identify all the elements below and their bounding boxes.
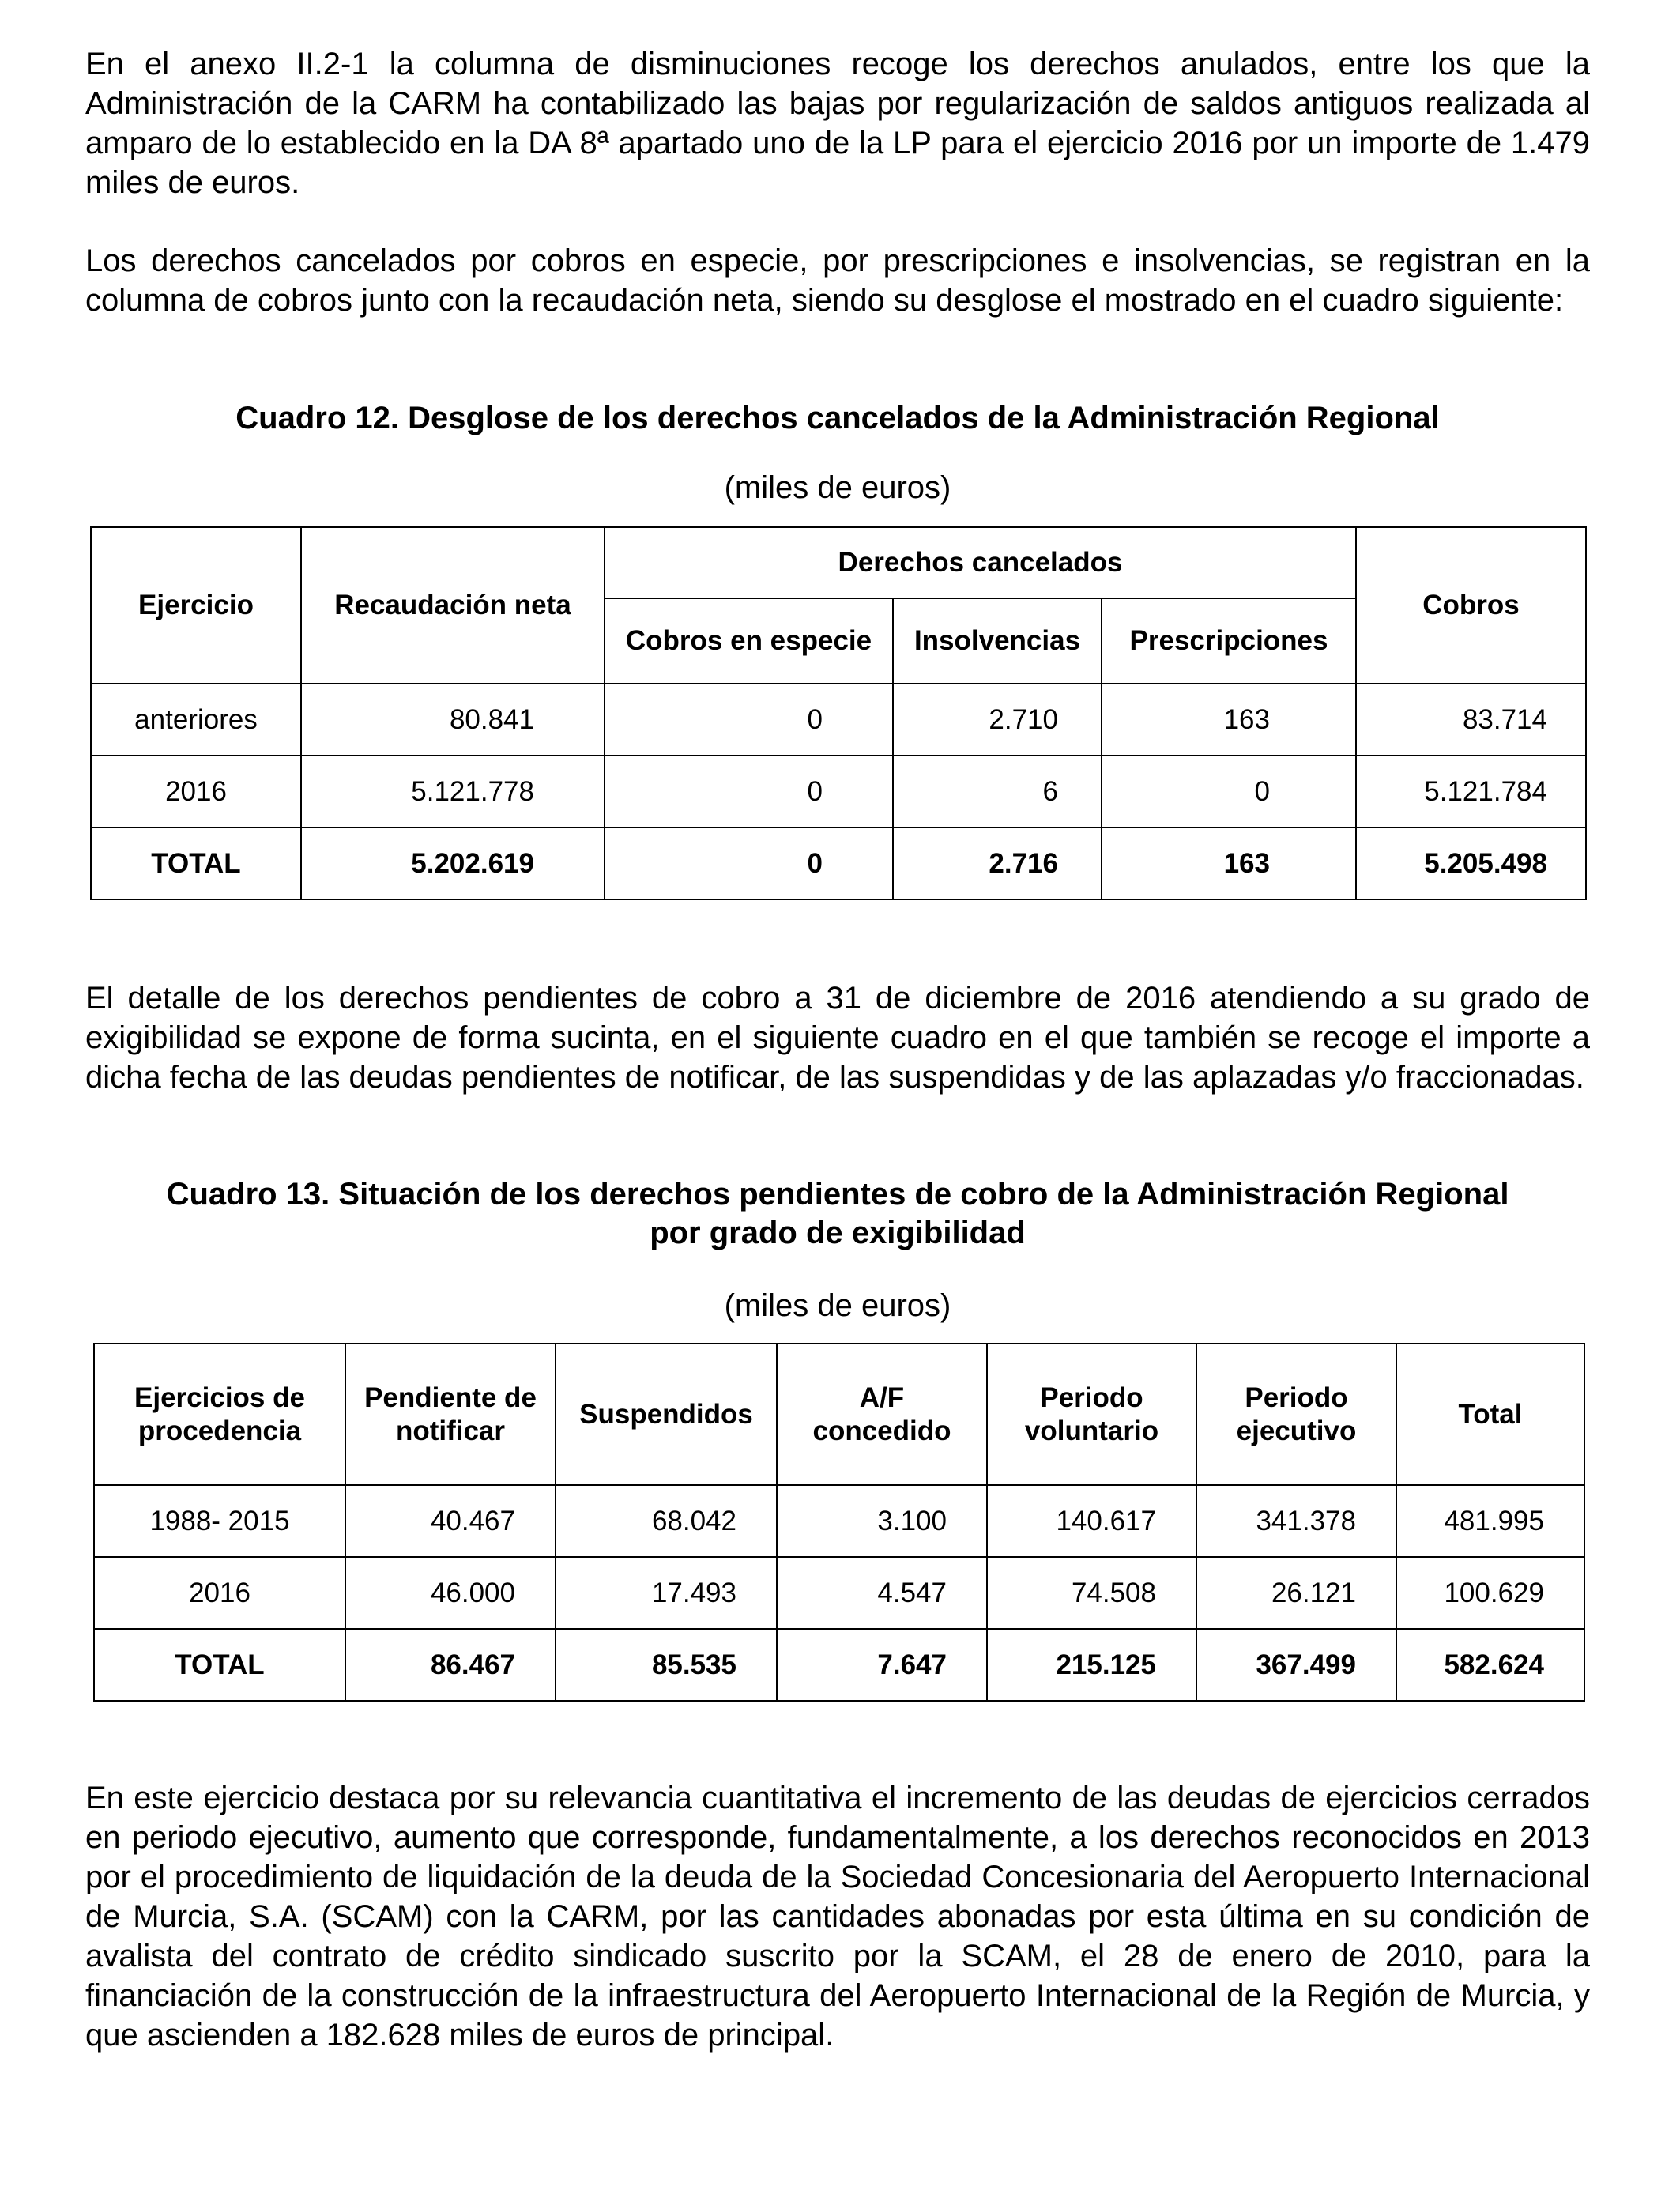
header-text: A/F [859, 1382, 905, 1413]
table13-cell: 582.624 [1396, 1629, 1584, 1701]
paragraph-incremento: En este ejercicio destaca por su relevancia cuantitativa el incremento de las deudas de ejercicios cerrados en periodo ejecutivo, aumento que corresponde, fundamentalmente, a los derechos reconocidos en 2013 por el procedimiento de liquidación de la deuda de la Sociedad Concesionaria del Aeropuerto Internacional de Murcia, S.A. (SCAM) con la CARM, por las cantidades abonadas por esta última en su condición de avalista del contrato de crédito sindicado suscrito por la SCAM, el 28 de enero de 2010, para la financiación de la construcción de la infraestructura del Aeropuerto Internacional de la Región de Murcia, y que ascienden a 182.628 miles de euros de principal. [85, 1781, 1590, 2053]
table12-cell: 6 [893, 756, 1102, 827]
header-text: Periodo [1040, 1382, 1143, 1413]
table13-cell: 367.499 [1196, 1629, 1396, 1701]
table-row [91, 756, 1586, 827]
table12-cell: 163 [1102, 684, 1356, 756]
table12-cell: 2.710 [893, 684, 1102, 756]
table13-caption-line1: Cuadro 13. Situación de los derechos pendientes de cobro de la Administración Regional [166, 1177, 1509, 1212]
table13-cell: 140.617 [987, 1485, 1196, 1557]
table12-header-ejercicio: Ejercicio [91, 527, 301, 684]
table13-header-pendiente [345, 1344, 556, 1485]
table12-cell: 5.205.498 [1356, 827, 1586, 899]
table13-header-ejecutivo [1196, 1344, 1396, 1485]
table13-cell: 4.547 [777, 1557, 987, 1629]
table12-cell: 2.716 [893, 827, 1102, 899]
table12-cell: 163 [1102, 827, 1356, 899]
table12-header-prescripciones: Prescripciones [1102, 598, 1356, 684]
table12-cell: TOTAL [91, 827, 301, 899]
table13 [93, 1343, 1585, 1702]
table12-units: (miles de euros) [724, 470, 951, 505]
table12-cell: 5.121.784 [1356, 756, 1586, 827]
header-text: Periodo [1245, 1382, 1348, 1413]
table13-cell: 74.508 [987, 1557, 1196, 1629]
table-row [91, 684, 1586, 756]
table12 [90, 526, 1587, 900]
table12-header-recaudacion: Recaudación neta [301, 527, 605, 684]
table13-cell: 7.647 [777, 1629, 987, 1701]
table13-header-row [94, 1344, 1584, 1485]
table13-cell: 40.467 [345, 1485, 556, 1557]
header-text: Pendiente de [364, 1382, 537, 1413]
table13-caption-line2: por grado de exigibilidad [650, 1216, 1026, 1250]
table12-header-insolvencias: Insolvencias [893, 598, 1102, 684]
header-text: concedido [812, 1415, 951, 1446]
table13-cell: 17.493 [556, 1557, 777, 1629]
table13-header-total: Total [1396, 1344, 1584, 1485]
header-text: Ejercicios de [134, 1382, 305, 1413]
table12-cell: 0 [605, 684, 893, 756]
header-text: procedencia [137, 1415, 302, 1446]
table13-cell: 2016 [94, 1557, 345, 1629]
table-row [94, 1629, 1584, 1701]
table13-cell: 215.125 [987, 1629, 1196, 1701]
table12-cell: anteriores [91, 684, 301, 756]
table12-cell: 0 [605, 827, 893, 899]
table13-cell: 3.100 [777, 1485, 987, 1557]
table13-cell: 86.467 [345, 1629, 556, 1701]
table13-header-voluntario [987, 1344, 1196, 1485]
paragraph-cancelados: Los derechos cancelados por cobros en especie, por prescripciones e insolvencias, se registran en la columna de cobros junto con la recaudación neta, siendo su desglose el mostrado en el cuadro siguiente: [85, 243, 1590, 318]
table-row [91, 827, 1586, 899]
table-row [94, 1485, 1584, 1557]
table12-header-cobros: Cobros [1356, 527, 1586, 684]
table12-cell: 0 [605, 756, 893, 827]
table12-cell: 2016 [91, 756, 301, 827]
paragraph-anulados: En el anexo II.2-1 la columna de disminuciones recoge los derechos anulados, entre los que la Administración de la CARM ha contabilizado las bajas por regularización de saldos antiguos realizada al amparo de lo establecido en la DA 8ª apartado uno de la LP para el ejercicio 2016 por un importe de 1.479 miles de euros. [85, 47, 1590, 200]
table13-cell: 68.042 [556, 1485, 777, 1557]
table-row [94, 1557, 1584, 1629]
table13-cell: 1988- 2015 [94, 1485, 345, 1557]
table13-cell: 481.995 [1396, 1485, 1584, 1557]
table13-cell: 46.000 [345, 1557, 556, 1629]
table12-cell: 5.202.619 [301, 827, 605, 899]
table12-header-row-1 [91, 527, 1586, 598]
header-text: ejecutivo [1236, 1415, 1357, 1446]
table12-header-derechos-cancelados: Derechos cancelados [605, 527, 1356, 598]
table13-header-ejercicios [94, 1344, 345, 1485]
table12-header-especie: Cobros en especie [605, 598, 893, 684]
table12-cell: 80.841 [301, 684, 605, 756]
table13-cell: 341.378 [1196, 1485, 1396, 1557]
table13-cell: 100.629 [1396, 1557, 1584, 1629]
table12-caption: Cuadro 12. Desglose de los derechos cancelados de la Administración Regional [235, 401, 1440, 435]
table13-header-af [777, 1344, 987, 1485]
header-text: notificar [395, 1415, 506, 1446]
table13-units: (miles de euros) [724, 1288, 951, 1323]
paragraph-detalle: El detalle de los derechos pendientes de cobro a 31 de diciembre de 2016 atendiendo a su grado de exigibilidad se expone de forma sucinta, en el siguiente cuadro en el que también se recoge el importe a dicha fecha de las deudas pendientes de notificar, de las suspendidas y de las aplazadas y/o fraccionadas. [85, 981, 1590, 1095]
table13-header-suspendidos: Suspendidos [556, 1344, 777, 1485]
table12-cell: 5.121.778 [301, 756, 605, 827]
header-text: voluntario [1024, 1415, 1159, 1446]
table12-cell: 83.714 [1356, 684, 1586, 756]
table12-cell: 0 [1102, 756, 1356, 827]
table13-cell: 85.535 [556, 1629, 777, 1701]
table13-cell: TOTAL [94, 1629, 345, 1701]
table13-cell: 26.121 [1196, 1557, 1396, 1629]
